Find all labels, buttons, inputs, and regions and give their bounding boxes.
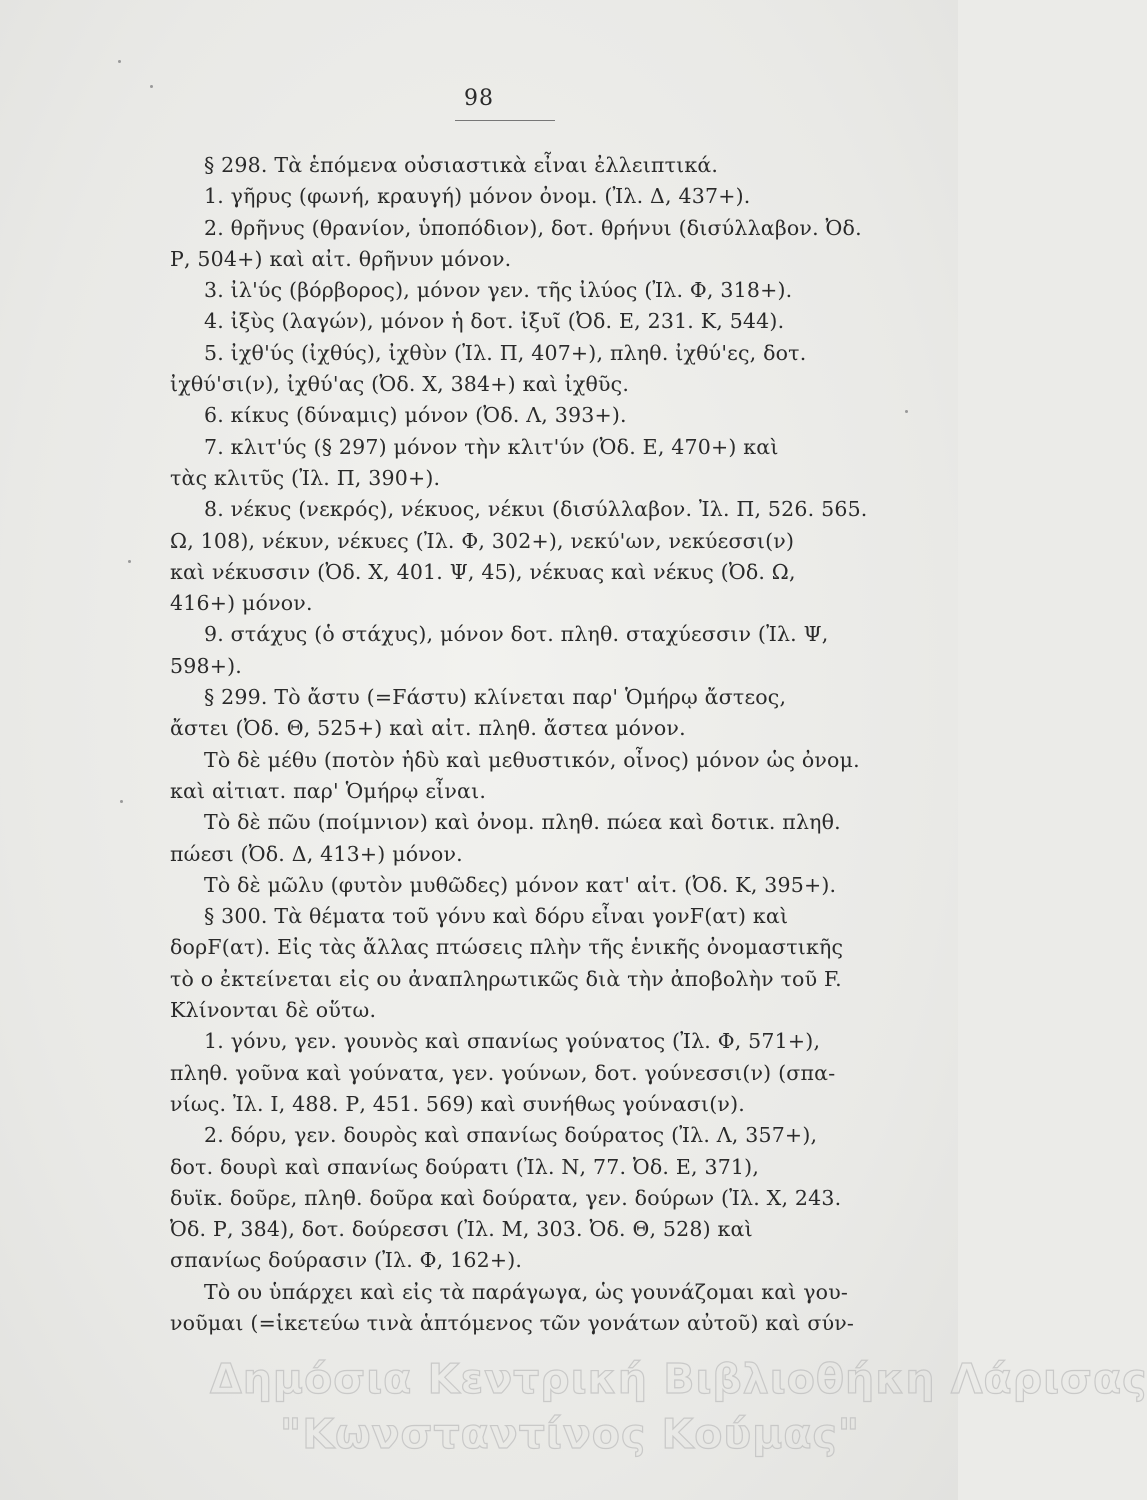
text-line: 9. στάχυς (ὁ στάχυς), μόνον δοτ. πληθ. σταχύεσσιν (Ἰλ. Ψ, <box>204 622 829 647</box>
text-line: Κλίνονται δὲ οὕτω. <box>170 998 377 1023</box>
page-number: 98 <box>464 86 494 111</box>
text-line: δοτ. δουρὶ καὶ σπανίως δούρατι (Ἰλ. Ν, 77. Ὀδ. Ε, 371), <box>170 1154 760 1179</box>
text-line: 8. νέκυς (νεκρός), νέκυος, νέκυι (δισύλλαβον. Ἰλ. Π, 526. 565. <box>204 497 868 522</box>
text-line: § 300. Τὰ θέματα τοῦ γόνυ καὶ δόρυ εἶναι γονF(ατ) καὶ <box>204 904 789 929</box>
text-line: Τὸ ου ὑπάρχει καὶ εἰς τὰ παράγωγα, ὡς γουνάζομαι καὶ γου- <box>204 1279 848 1304</box>
scan-speck <box>128 560 131 563</box>
text-line: 7. κλιτ'ύς (§ 297) μόνον τὴν κλιτ'ύν (Ὀδ. Ε, 470+) καὶ <box>204 434 779 459</box>
scan-speck <box>120 800 123 803</box>
text-line: Τὸ δὲ μέθυ (ποτὸν ἡδὺ καὶ μεθυστικόν, οἶνος) μόνον ὡς ὀνομ. <box>204 747 860 772</box>
text-line: § 298. Τὰ ἑπόμενα οὐσιαστικὰ εἶναι ἐλλειπτικά. <box>204 153 719 177</box>
text-line: Ρ, 504+) καὶ αἰτ. θρῆνυν μόνον. <box>170 246 512 271</box>
text-line: τὰς κλιτῦς (Ἰλ. Π, 390+). <box>170 465 441 490</box>
body-text <box>170 150 868 1339</box>
scan-speck <box>905 410 908 413</box>
text-line: 2. δόρυ, γεν. δουρὸς καὶ σπανίως δούρατος (Ἰλ. Λ, 357+), <box>204 1123 818 1148</box>
text-line: καὶ νέκυσσιν (Ὀδ. Χ, 401. Ψ, 45), νέκυας καὶ νέκυς (Ὀδ. Ω, <box>170 559 796 584</box>
text-line: 3. ἰλ'ύς (βόρβορος), μόνον γεν. τῆς ἰλύος (Ἰλ. Φ, 318+). <box>204 278 793 303</box>
text-line: δυϊκ. δοῦρε, πληθ. δοῦρα καὶ δούρατα, γεν. δούρων (Ἰλ. Χ, 243. <box>170 1185 842 1210</box>
text-line: 598+). <box>170 653 243 678</box>
text-line: 1. γόνυ, γεν. γουνὸς καὶ σπανίως γούνατος (Ἰλ. Φ, 571+), <box>204 1029 821 1054</box>
text-line: 4. ἰξὺς (λαγών), μόνον ἡ δοτ. ἰξυῖ (Ὀδ. Ε, 231. Κ, 544). <box>204 309 785 334</box>
scan-speck <box>150 85 153 88</box>
library-watermark-line2: "Κωνσταντίνος Κούμας" <box>279 1410 861 1458</box>
text-line: ἄστει (Ὀδ. Θ, 525+) καὶ αἰτ. πληθ. ἄστεα μόνον. <box>170 716 686 741</box>
text-line: νοῦμαι (=ἱκετεύω τινὰ ἁπτόμενος τῶν γονάτων αὐτοῦ) καὶ σύν- <box>170 1310 855 1335</box>
text-line: Τὸ δὲ μῶλυ (φυτὸν μυθῶδες) μόνον κατ' αἰτ. (Ὀδ. Κ, 395+). <box>204 872 837 897</box>
page-number-rule <box>455 120 555 121</box>
text-line: 5. ἰχθ'ύς (ἰχθύς), ἰχθὺν (Ἰλ. Π, 407+), πληθ. ἰχθύ'ες, δοτ. <box>204 340 807 365</box>
text-line: καὶ αἰτιατ. παρ' Ὁμήρῳ εἶναι. <box>170 778 487 803</box>
text-line: 416+) μόνον. <box>170 591 313 616</box>
text-line: 6. κίκυς (δύναμις) μόνον (Ὀδ. Λ, 393+). <box>204 403 627 428</box>
text-line: 2. θρῆνυς (θρανίον, ὑποπόδιον), δοτ. θρήνυι (δισύλλαβον. Ὀδ. <box>204 215 862 240</box>
text-line: Ὀδ. Ρ, 384), δοτ. δούρεσσι (Ἰλ. Μ, 303. Ὀδ. Θ, 528) καὶ <box>170 1217 753 1242</box>
scan-speck <box>118 60 121 63</box>
text-line: νίως. Ἰλ. Ι, 488. Ρ, 451. 569) καὶ συνήθως γούνασι(ν). <box>170 1091 745 1116</box>
text-line: § 299. Τὸ ἄστυ (=Fάστυ) κλίνεται παρ' Ὁμήρῳ ἄστεος, <box>204 685 787 710</box>
text-line: τὸ ο ἐκτείνεται εἰς ου ἀναπληρωτικῶς διὰ τὴν ἀποβολὴν τοῦ F. <box>170 966 842 991</box>
text-line: Τὸ δὲ πῶυ (ποίμνιον) καὶ ὀνομ. πληθ. πώεα καὶ δοτικ. πληθ. <box>204 810 841 835</box>
text-line: ἰχθύ'σι(ν), ἰχθύ'ας (Ὀδ. Χ, 384+) καὶ ἰχθῦς. <box>170 372 630 397</box>
text-line: σπανίως δούρασιν (Ἰλ. Φ, 162+). <box>170 1248 523 1273</box>
text-line: πληθ. γοῦνα καὶ γούνατα, γεν. γούνων, δοτ. γούνεσσι(ν) (σπα- <box>170 1060 836 1085</box>
text-line: 1. γῆρυς (φωνή, κραυγή) μόνον ὀνομ. (Ἰλ. Δ, 437+). <box>204 184 751 209</box>
text-line: πώεσι (Ὀδ. Δ, 413+) μόνον. <box>170 841 463 866</box>
text-line: Ω, 108), νέκυν, νέκυες (Ἰλ. Φ, 302+), νεκύ'ων, νεκύεσσι(ν) <box>170 528 795 553</box>
library-watermark-line1: Δημόσια Κεντρική Βιβλιοθήκη Λάρισας <box>210 1355 1147 1403</box>
text-line: δορF(ατ). Εἰς τὰς ἄλλας πτώσεις πλὴν τῆς ἑνικῆς ὀνομαστικῆς <box>170 935 844 960</box>
